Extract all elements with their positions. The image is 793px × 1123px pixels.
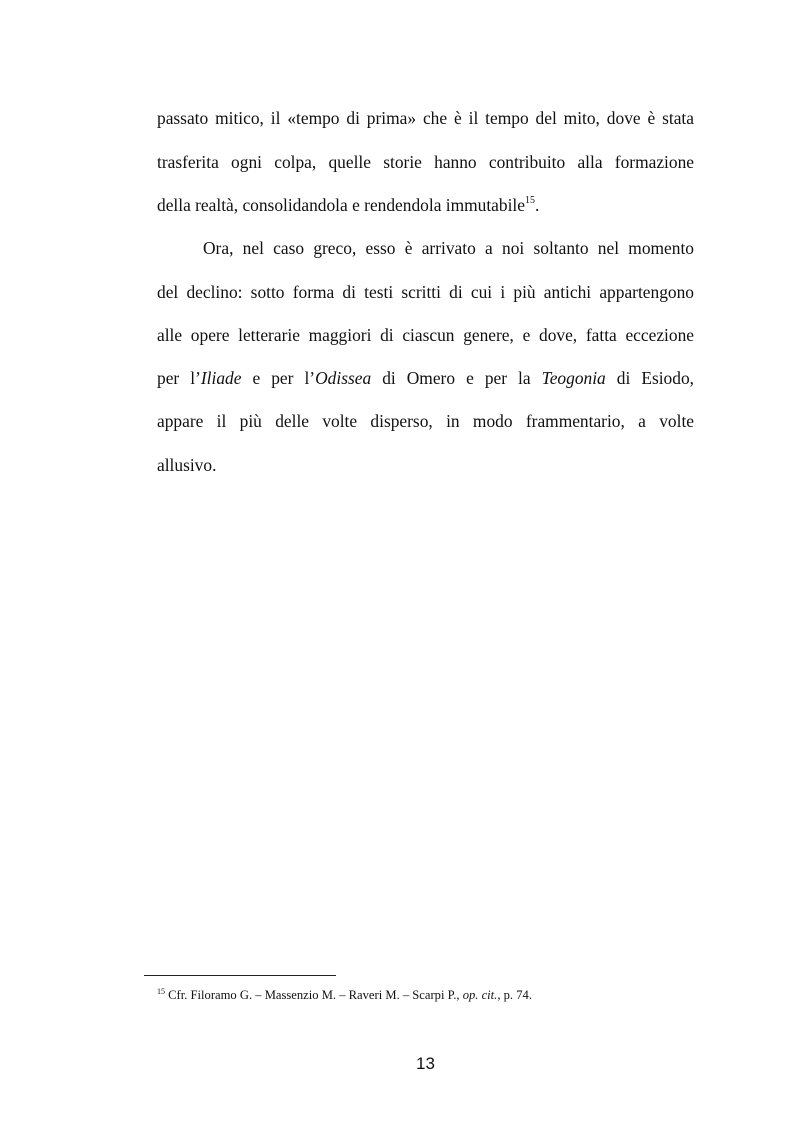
footnote-reference: 15 [524,195,535,206]
footnote-separator [144,975,336,976]
page-number: 13 [416,1054,435,1073]
text-run: Ora, nel caso greco, esso è arrivato a noi soltanto nel momento [203,238,694,258]
title-teogonia: Teogonia [541,368,606,388]
text-run: e per l’ [241,368,316,388]
footnote-text: Cfr. Filoramo G. – Massenzio M. – Raveri M. – Scarpi P., [165,988,463,1002]
text-run: allusivo. [157,455,217,475]
text-line [157,454,694,476]
text-run: per l’ [157,368,201,388]
text-line [157,410,694,432]
text-run: di Omero e per la [371,368,542,388]
text-run: appare il più delle volte disperso, in modo frammentario, a volte [157,411,694,431]
title-iliade: Iliade [200,368,242,388]
footnote [157,987,532,1005]
text-run: della realtà, consolidandola e rendendola immutabile [157,195,525,215]
text-run: passato mitico, il «tempo di prima» che è il tempo del mito, dove è stata [157,108,694,128]
text-run: trasferita ogni colpa, quelle storie hanno contribuito alla formazione [157,152,694,172]
text-line [157,107,694,129]
footnote-text: , p. 74. [497,988,532,1002]
text-line [157,324,694,346]
text-line [157,151,694,173]
text-line [157,367,694,389]
text-run: del declino: sotto forma di testi scritti di cui i più antichi appartengono [157,282,694,302]
footnote-marker: 15 [157,987,165,996]
text-line [203,237,694,259]
footnote-italic: op. cit. [462,988,498,1002]
text-run: di Esiodo, [605,368,694,388]
text-line [157,194,694,220]
text-run: . [534,195,540,215]
text-line [157,281,694,303]
text-run: alle opere letterarie maggiori di ciascun genere, e dove, fatta eccezione [157,325,694,345]
title-odissea: Odissea [315,368,372,388]
